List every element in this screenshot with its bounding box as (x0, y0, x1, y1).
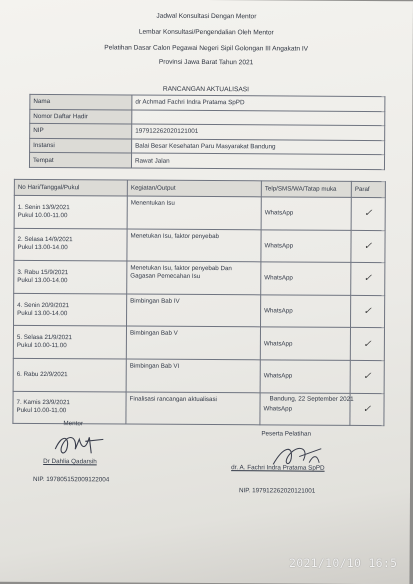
info-label: Instansi (30, 138, 132, 153)
table-row (14, 228, 385, 263)
media-cell: WhatsApp (261, 262, 351, 295)
participant-label: Peserta Pelatihan (261, 430, 312, 438)
row-date: 4. Senin 20/9/2021 (17, 301, 70, 309)
date-cell (14, 293, 127, 326)
mentor-name: Dr Dahlia Qadarsih (43, 458, 97, 466)
row-date: 3. Rabu 15/9/2021 (17, 268, 69, 277)
mentor-nip: NIP. 197805152009122004 (33, 475, 110, 484)
row-time: Pukul 10.00-11.00 (17, 211, 68, 219)
row-time: Pukul 10.00-11.00 (16, 407, 67, 415)
mentor-label: Mentor (63, 420, 84, 428)
info-value: Rawat Jalan (131, 153, 384, 169)
doc-subtitle: Lembar Konsultasi/Pengendalian Oleh Mentor (138, 28, 274, 37)
paraf-signature-mark: ✓ (350, 360, 384, 393)
media-cell: WhatsApp (261, 197, 351, 230)
row-time: Pukul 10.00-11.00 (16, 342, 67, 350)
date-cell (14, 261, 127, 294)
row-date: 1. Senin 13/9/2021 (17, 203, 70, 211)
info-value: 197912262020121001 (132, 124, 385, 140)
row-date: 2. Selasa 14/9/2021 (17, 236, 73, 244)
province-year: Provinsi Jawa Barat Tahun 2021 (158, 58, 254, 67)
activity-cell: Menetukan Isu, faktor penyebab Dan Gagasan Pemecahan Isu (127, 261, 261, 294)
activity-cell: Menetukan Isu, faktor penyebab (127, 229, 261, 262)
photo-timestamp: 2021/10/10 16:5 (289, 556, 398, 570)
info-label: Nama (30, 94, 132, 109)
section-title: RANCANGAN AKTUALISASI (162, 85, 250, 94)
consultation-table (12, 179, 385, 426)
activity-cell: Bimbingan Bab VI (126, 359, 260, 392)
participant-name: dr. A. Fachri Indra Pratama SpPD (231, 464, 325, 472)
mentor-signature (49, 427, 119, 459)
date-cell (13, 358, 126, 391)
paraf-signature-mark: ✓ (351, 230, 385, 263)
paraf-signature-mark: ✓ (351, 295, 385, 328)
activity-cell: Bimbingan Bab IV (127, 294, 261, 327)
column-header: Paraf (351, 181, 385, 197)
info-value: Balai Besar Kesehatan Paru Masyarakat Bandung (132, 139, 385, 155)
column-header: Kegiatan/Output (127, 180, 261, 197)
media-cell: WhatsApp (260, 360, 350, 393)
table-row (13, 326, 384, 361)
info-value: dr Achmad Fachri Indra Pratama SpPD (132, 95, 385, 111)
row-time: Pukul 13.00-14.00 (17, 309, 68, 317)
date-cell (14, 228, 127, 261)
date-cell (13, 326, 126, 359)
info-table (29, 94, 385, 170)
table-row (14, 293, 385, 328)
media-cell: WhatsApp (260, 327, 350, 360)
paraf-signature-mark: ✓ (351, 263, 385, 296)
paraf-signature-mark: ✓ (350, 393, 384, 426)
doc-title: Jadwal Konsultasi Dengan Mentor (156, 12, 257, 21)
row-date: 6. Rabu 22/9/2021 (16, 370, 68, 378)
info-label: Nomor Daftar Hadir (30, 109, 132, 124)
training-name: Pelatihan Dasar Calon Pegawai Negeri Sipil Golongan III Angakatn IV (104, 44, 309, 53)
table-row (14, 195, 385, 230)
participant-nip: NIP. 197912262020121001 (238, 487, 316, 495)
paraf-signature-mark: ✓ (350, 328, 384, 361)
table-row (13, 358, 384, 393)
activity-cell: Finalisasi rancangan aktualisasi (126, 392, 260, 425)
column-header: Telp/SMS/WA/Tatap muka (261, 181, 351, 198)
date-cell (14, 195, 127, 228)
place-date: Bandung, 22 September 2021 (269, 395, 354, 403)
paraf-signature-mark: ✓ (351, 197, 385, 230)
row-date: 5. Selasa 21/9/2021 (16, 334, 73, 342)
media-cell: WhatsApp (261, 295, 351, 328)
info-label: NIP (30, 124, 132, 139)
activity-cell: Menentukan Isu (127, 196, 261, 229)
row-date: 7. Kamis 23/9/2021 (16, 399, 70, 407)
column-header: No Hari/Tanggal/Pukul (14, 179, 127, 196)
activity-cell: Bimbingan Bab V (126, 326, 260, 359)
row-time: Pukul 13.00-14.00 (17, 276, 68, 285)
info-row (29, 153, 384, 170)
info-value (132, 110, 385, 126)
media-cell: WhatsApp (261, 229, 351, 262)
table-row (14, 261, 385, 296)
row-time: Pukul 13.00-14.00 (17, 244, 68, 252)
info-label: Tempat (29, 153, 131, 168)
media-cell: WhatsApp (260, 392, 350, 425)
